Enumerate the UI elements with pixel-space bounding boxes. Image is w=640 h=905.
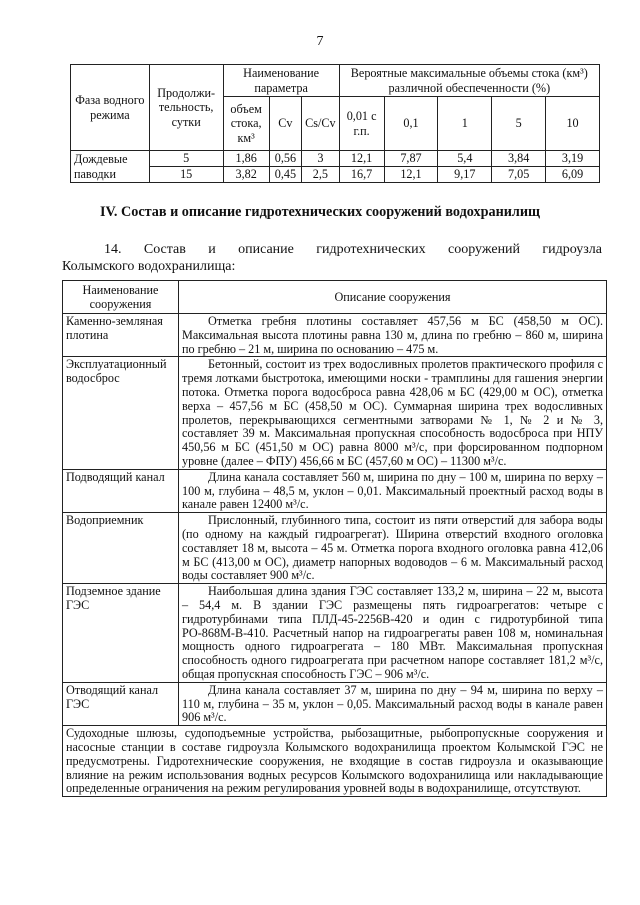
- table-cell: 3,84: [492, 151, 546, 167]
- table-cell: 12,1: [384, 167, 438, 183]
- paragraph-word: и: [208, 242, 216, 257]
- section-title: IV. Состав и описание гидротехнических сооружений водохранилищ: [99, 204, 541, 220]
- header-p1: 1: [438, 97, 492, 151]
- structure-description: Длина канала составляет 560 м, ширина по дну – 100 м, ширина по верху – 100 м, глубина – 48,5 м, уклон – 0,01. Максимальный проектный расход воды в канале равен 12400 м³/с.: [179, 469, 607, 512]
- header-structure-desc: Описание сооружения: [179, 281, 607, 314]
- paragraph-word: гидротехнических: [316, 242, 426, 257]
- table-cell: 5: [149, 151, 223, 167]
- table-row: [71, 167, 600, 183]
- header-cv: Cv: [269, 97, 301, 151]
- table-cell: 7,05: [492, 167, 546, 183]
- table-cell: 12,1: [339, 151, 384, 167]
- table-cell: 7,87: [384, 151, 438, 167]
- header-structure-name: Наименование сооружения: [63, 281, 179, 314]
- header-p5: 5: [492, 97, 546, 151]
- header-probability: Вероятные максимальные объемы стока (км³) различной обеспеченности (%): [339, 65, 599, 97]
- paragraph-word: Состав: [143, 242, 186, 257]
- table-cell: 6,09: [546, 167, 600, 183]
- structure-name: Водоприемник: [63, 513, 179, 584]
- table-cell: 0,56: [269, 151, 301, 167]
- paragraph-14: [62, 241, 602, 275]
- paragraph-line-2: Колымского водохранилища:: [62, 259, 236, 274]
- table-cell: 3: [302, 151, 339, 167]
- page-number: 7: [316, 34, 324, 49]
- table-cell: 1,86: [223, 151, 269, 167]
- header-duration: Продолжи-тельность, сутки: [149, 65, 223, 151]
- header-phase: Фаза водного режима: [71, 65, 150, 151]
- header-volume: объем стока, км³: [223, 97, 269, 151]
- phase-label-line2: паводки: [71, 167, 150, 183]
- structure-description: Бетонный, состоит из трех водосливных пролетов практического профиля с тремя лотками быстротока, имеющими носки - трамплины для гашения энергии потока. Отметка порога водосброса равна 428,06 м БС (429,00 м ОС), отметка верха – 457,56 м БС (458,50 м ОС). Суммарная ширина трех водосливных пролетов, перекрывающихся сегментными затворами № 1, № 2 и № 3, составляет 39 м. Максимальная пропускная способность водосброса при НПУ 450,56 м БС (451,50 м ОС) равна 8000 м³/с, при форсированном подпорном уровне (далее – ФПУ) 456,66 м БС (457,60 м ОС) – 11300 м³/с.: [179, 357, 607, 469]
- structures-table: [62, 280, 607, 797]
- table-cell: 3,82: [223, 167, 269, 183]
- table-cell: 9,17: [438, 167, 492, 183]
- table-cell: 0,45: [269, 167, 301, 183]
- header-cscv: Cs/Cv: [302, 97, 339, 151]
- paragraph-line-1: [62, 241, 602, 258]
- table-cell: 2,5: [302, 167, 339, 183]
- header-parameter: Наименование параметра: [223, 65, 339, 97]
- table-row: [63, 513, 607, 584]
- table-row: [63, 357, 607, 469]
- structure-name: Подводящий канал: [63, 469, 179, 512]
- paragraph-word: описание: [238, 242, 294, 257]
- paragraph-word: сооружений: [448, 242, 521, 257]
- structure-name: Подземное здание ГЭС: [63, 584, 179, 683]
- header-p001: 0,01 с г.п.: [339, 97, 384, 151]
- table-footer-note: Судоходные шлюзы, судоподъемные устройства, рыбозащитные, рыбопропускные сооружения и насосные станции в составе гидроузла Колымского водохранилища проектом Колымской ГЭС не предусмотрены. Гидротехнические сооружения, не входящие в состав гидроузла и оказывающие влияние на режим использования водных ресурсов Колымского водохранилища или накладывающие определенные ограничения на режим регулирования уровней воды в водохранилище, отсутствуют.: [63, 726, 607, 797]
- runoff-table: [70, 64, 600, 183]
- table-row: [63, 469, 607, 512]
- table-cell: 16,7: [339, 167, 384, 183]
- table-cell: 15: [149, 167, 223, 183]
- structure-description: Наибольшая длина здания ГЭС составляет 133,2 м, ширина – 22 м, высота – 54,4 м. В здании ГЭС размещены пять гидроагрегатов: четыре с гидротурбинами типа ПЛД-45-2256В-420 и один с гидротурбиной типа РО-868М-В-410. Расчетный напор на гидроагрегаты равен 108 м, номинальная мощность одного гидроагрегата – 180 МВт. Максимальная пропускная способность одного гидроагрегата при расчетном напоре составляет 181,2 м³/с, общая пропускная способность ГЭС – 906 м³/с.: [179, 584, 607, 683]
- table-header-row: [63, 281, 607, 314]
- header-p01: 0,1: [384, 97, 438, 151]
- table-row: [63, 314, 607, 357]
- paragraph-word: 14.: [104, 242, 122, 257]
- table-row: [71, 151, 600, 167]
- header-p10: 10: [546, 97, 600, 151]
- structure-description: Длина канала составляет 37 м, ширина по дну – 94 м, ширина по верху – 110 м, глубина – 35 м, уклон – 0,05. Максимальный расход воды в канале равен 906 м³/с.: [179, 682, 607, 725]
- structure-description: Отметка гребня плотины составляет 457,56 м БС (458,50 м ОС). Максимальная высота плотины равна 130 м, длина по гребню – 860 м, ширина по гребню – 21 м, ширина по основанию – 475 м.: [179, 314, 607, 357]
- table-cell: 5,4: [438, 151, 492, 167]
- table-row: [63, 682, 607, 725]
- structure-description: Прислонный, глубинного типа, состоит из пяти отверстий для забора воды (по одному на каждый гидроагрегат). Ширина отверстий входного оголовка составляет 18 м, высота – 45 м. Отметка порога входного оголовка равна 412,06 м БС (413,00 м ОС), диаметр напорных водоводов – 6 м. Максимальный расход воды составляет 900 м³/с.: [179, 513, 607, 584]
- structure-name: Отводящий канал ГЭС: [63, 682, 179, 725]
- phase-label-line1: Дождевые: [71, 151, 150, 167]
- structure-name: Эксплуатационный водосброс: [63, 357, 179, 469]
- table-cell: 3,19: [546, 151, 600, 167]
- structure-name: Каменно-земляная плотина: [63, 314, 179, 357]
- paragraph-word: гидроузла: [542, 242, 602, 257]
- table-row: [63, 584, 607, 683]
- table-footer-row: [63, 726, 607, 797]
